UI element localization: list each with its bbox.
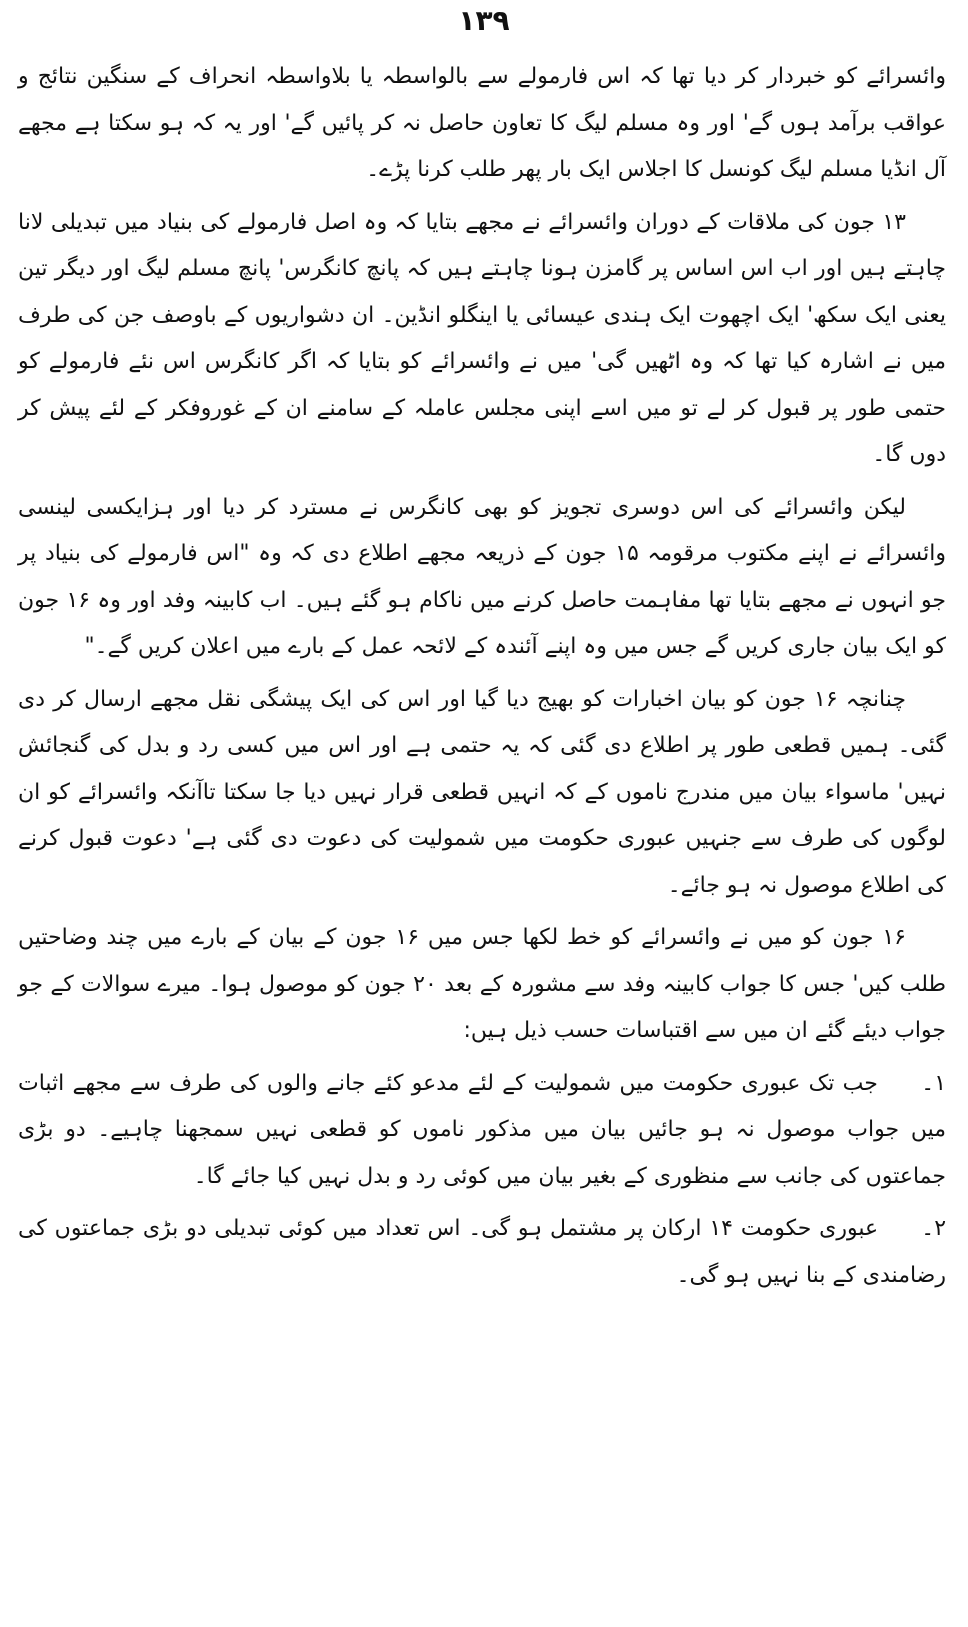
list-item-text: جب تک عبوری حکومت میں شمولیت کے لئے مدعو کئے جانے والوں کی طرف سے مجھے اثبات میں جواب موصول نہ ہو جائیں بیان میں مذکور ناموں کو قطعی نہیں سمجھنا چاہیے۔ دو بڑی جماعتوں کی جانب سے منظوری کے بغیر بیان میں کوئی رد و بدل نہیں کیا جائے گا۔	[18, 1070, 946, 1189]
list-item-text: عبوری حکومت ۱۴ ارکان پر مشتمل ہو گی۔ اس تعداد میں کوئی تبدیلی دو بڑی جماعتوں کی رضامندی کے بنا نہیں ہو گی۔	[18, 1216, 946, 1288]
list-item-number: ۲۔	[921, 1216, 947, 1241]
paragraph-letter-to-viceroy: ۱۶ جون کو میں نے وائسرائے کو خط لکھا جس میں ۱۶ جون کے بیان کے بارے میں چند وضاحتیں طلب کیں' جس کا جواب کابینہ وفد سے مشورہ کے بعد ۲۰ جون کو موصول ہوا۔ میرے سوالات کے جو جواب دیئے گئے ان میں سے اقتباسات حسب ذیل ہیں:	[18, 925, 946, 1043]
paragraph-second-proposal-rejected: لیکن وائسرائے کی اس دوسری تجویز کو بھی کانگرس نے مسترد کر دیا اور ہزایکسی لینسی وائسرائے نے اپنے مکتوب مرقومہ ۱۵ جون کے ذریعہ مجھے اطلاع دی کہ وہ "اس فارمولے کی بنیاد پر جو انہوں نے مجھے بتایا تھا مفاہمت حاصل کرنے میں ناکام ہو گئے ہیں۔ اب کابینہ وفد اور وہ ۱۶ جون کو ایک بیان جاری کریں گے جس میں وہ اپنے آئندہ کے لائحہ عمل کے بارے میں اعلان کریں گے۔"	[18, 494, 946, 659]
paragraph-june-16-statement: چنانچہ ۱۶ جون کو بیان اخبارات کو بھیج دیا گیا اور اس کی ایک پیشگی نقل مجھے ارسال کر دی گئی۔ ہمیں قطعی طور پر اطلاع دی گئی کہ یہ حتمی ہے اور اس میں کسی رد و بدل کی گنجائش نہیں' ماسواء بیان میں مندرج ناموں کے کہ انہیں قطعی قرار نہیں دیا جا سکتا تاآنکہ وائسرائے کو ان لوگوں کی طرف سے جنہیں عبوری حکومت میں شمولیت کی دعوت دی گئی ہے' دعوت قبول کرنے کی اطلاع موصول نہ ہو جائے۔	[18, 686, 946, 898]
list-item	[18, 1206, 946, 1299]
paragraph-continuation: وائسرائے کو خبردار کر دیا تھا کہ اس فارمولے سے بالواسطہ یا بلاواسطہ انحراف کے سنگین نتائج و عواقب برآمد ہوں گے' اور وہ مسلم لیگ کا تعاون حاصل نہ کر پائیں گے' اور یہ کہ ہو سکتا ہے مجھے آل انڈیا مسلم لیگ کونسل کا اجلاس ایک بار پھر طلب کرنا پڑے۔	[18, 64, 946, 182]
page-body	[18, 54, 946, 1305]
list-item	[18, 1061, 946, 1201]
paragraph-june-13-meeting: ۱۳ جون کی ملاقات کے دوران وائسرائے نے مجھے بتایا کہ وہ اصل فارمولے کی بنیاد میں تبدیلی لانا چاہتے ہیں اور اب اس اساس پر گامزن ہونا چاہتے ہیں کہ پانچ کانگرس' پانچ مسلم لیگ اور دیگر تین یعنی ایک سکھ' ایک اچھوت ایک ہندی عیسائی یا اینگلو انڈین۔ ان دشواریوں کے باوصف جن کی طرف میں نے اشارہ کیا تھا کہ وہ اٹھیں گی' میں نے وائسرائے کو بتایا کہ اگر کانگرس اس نئے فارمولے کو حتمی طور پر قبول کر لے تو میں اسے اپنی مجلس عاملہ کے سامنے ان کے غوروفکر کے لئے پیش کر دوں گا۔	[18, 209, 946, 467]
list-item-number: ۱۔	[921, 1070, 947, 1096]
page-number: ۱۳۹	[458, 4, 510, 37]
